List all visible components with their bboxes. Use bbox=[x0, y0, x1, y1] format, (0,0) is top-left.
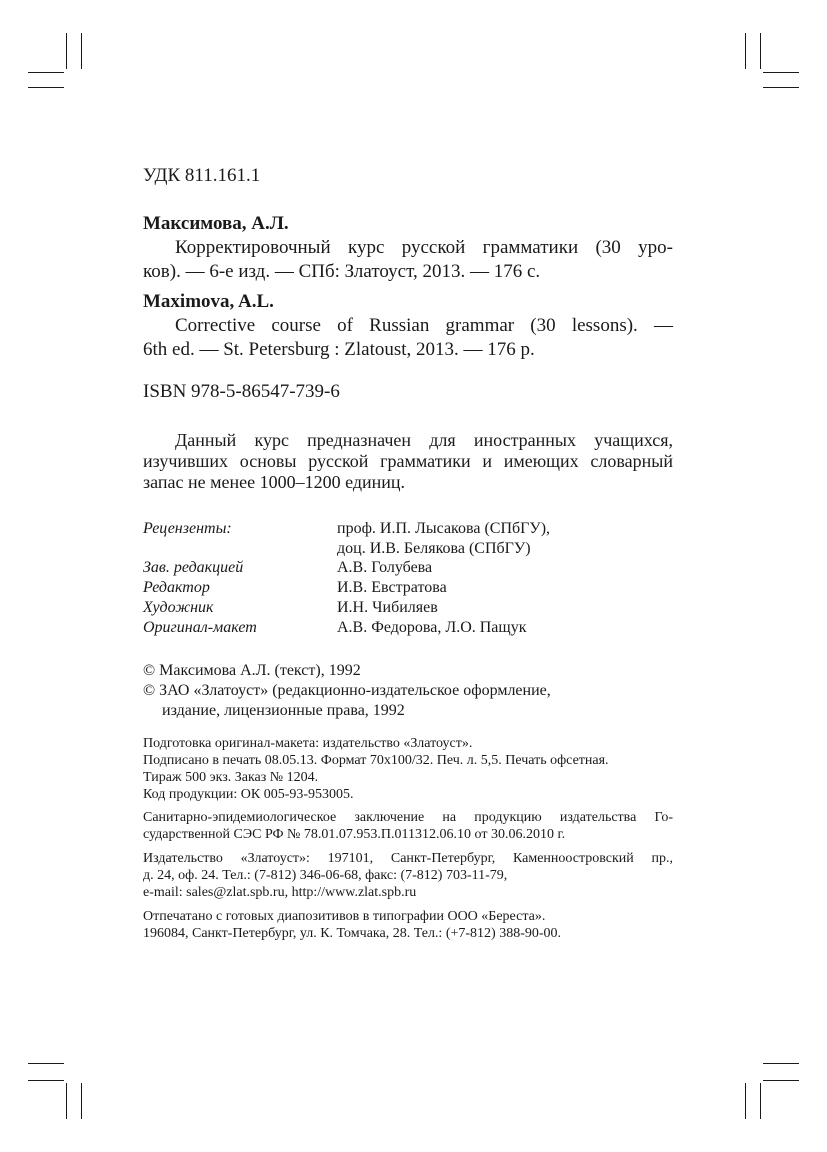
copyright-line: © ЗАО «Златоуст» (редакционно-издательское оформление, bbox=[143, 682, 551, 699]
imprint-line: 196084, Санкт-Петербург, ул. К. Томчака, 28. Тел.: (+7-812) 388-90-00. bbox=[143, 926, 562, 941]
imprint-line: Подготовка оригинал-макета: издательство «Златоуст». bbox=[143, 736, 473, 751]
crop-mark bbox=[745, 1083, 746, 1119]
annotation-line: запас не менее 1000–1200 единиц. bbox=[143, 472, 406, 492]
credit-name: И.Н. Чибиляев bbox=[337, 599, 438, 616]
credit-name: проф. И.П. Лысакова (СПбГУ), bbox=[337, 520, 551, 537]
credit-name: доц. И.В. Белякова (СПбГУ) bbox=[337, 540, 531, 557]
crop-mark bbox=[760, 33, 761, 69]
credit-role: Редактор bbox=[143, 579, 210, 596]
ru-entry-line: Корректировочный курс русской грамматики (30 уро- bbox=[175, 237, 673, 258]
imprint-line: e-mail: sales@zlat.spb.ru, http://www.zlat.spb.ru bbox=[143, 885, 417, 900]
credit-name: И.В. Евстратова bbox=[337, 579, 447, 596]
imprint-line: сударственной СЭС РФ № 78.01.07.953.П.011312.06.10 от 30.06.2010 г. bbox=[143, 827, 566, 842]
imprint-line: Издательство «Златоуст»: 197101, Санкт-Петербург, Каменноостровский пр., bbox=[143, 851, 673, 866]
crop-mark bbox=[81, 33, 82, 69]
imprint-line: Подписано в печать 08.05.13. Формат 70x100/32. Печ. л. 5,5. Печать офсетная. bbox=[143, 753, 609, 768]
isbn: ISBN 978-5-86547-739-6 bbox=[143, 381, 340, 402]
credit-role: Рецензенты: bbox=[143, 520, 232, 537]
credit-role: Художник bbox=[143, 599, 214, 616]
crop-mark bbox=[66, 33, 67, 69]
imprint-line: Отпечатано с готовых диапозитивов в типографии ООО «Береста». bbox=[143, 909, 546, 924]
udk-code: УДК 811.161.1 bbox=[143, 165, 261, 186]
crop-mark bbox=[763, 1063, 799, 1064]
annotation-line: Данный курс предназначен для иностранных учащихся, bbox=[175, 430, 673, 450]
en-entry-line: Corrective course of Russian grammar (30 lessons). — bbox=[175, 315, 673, 336]
credit-name: А.В. Федорова, Л.О. Пащук bbox=[337, 619, 527, 636]
credit-role: Зав. редакцией bbox=[143, 559, 244, 576]
crop-mark bbox=[28, 1063, 64, 1064]
ru-entry-line: ков). — 6-е изд. — СПб: Златоуст, 2013. — 176 с. bbox=[143, 261, 541, 282]
crop-mark bbox=[28, 1080, 64, 1081]
crop-mark bbox=[81, 1083, 82, 1119]
credit-name: А.В. Голубева bbox=[337, 559, 433, 576]
crop-mark bbox=[28, 72, 64, 73]
crop-mark bbox=[763, 72, 799, 73]
ru-entry-author: Максимова, А.Л. bbox=[143, 213, 289, 234]
imprint-line: д. 24, оф. 24. Тел.: (7-812) 346-06-68, факс: (7-812) 703-11-79, bbox=[143, 868, 508, 883]
en-entry-author: Maximova, A.L. bbox=[143, 291, 274, 312]
crop-mark bbox=[745, 33, 746, 69]
crop-mark bbox=[763, 1080, 799, 1081]
crop-mark bbox=[763, 87, 799, 88]
annotation-line: изучивших основы русской грамматики и имеющих словарный bbox=[143, 451, 673, 471]
crop-mark bbox=[760, 1083, 761, 1119]
en-entry-line: 6th ed. — St. Petersburg : Zlatoust, 2013. — 176 p. bbox=[143, 339, 535, 360]
imprint-line: Тираж 500 экз. Заказ № 1204. bbox=[143, 770, 319, 785]
crop-mark bbox=[66, 1083, 67, 1119]
copyright-line: издание, лицензионные права, 1992 bbox=[162, 702, 405, 719]
crop-mark bbox=[28, 87, 64, 88]
copyright-line: © Максимова А.Л. (текст), 1992 bbox=[143, 662, 361, 679]
credit-role: Оригинал-макет bbox=[143, 619, 257, 636]
imprint-line: Код продукции: ОК 005-93-953005. bbox=[143, 787, 354, 802]
imprint-line: Санитарно-эпидемиологическое заключение на продукцию издательства Го- bbox=[143, 810, 673, 825]
